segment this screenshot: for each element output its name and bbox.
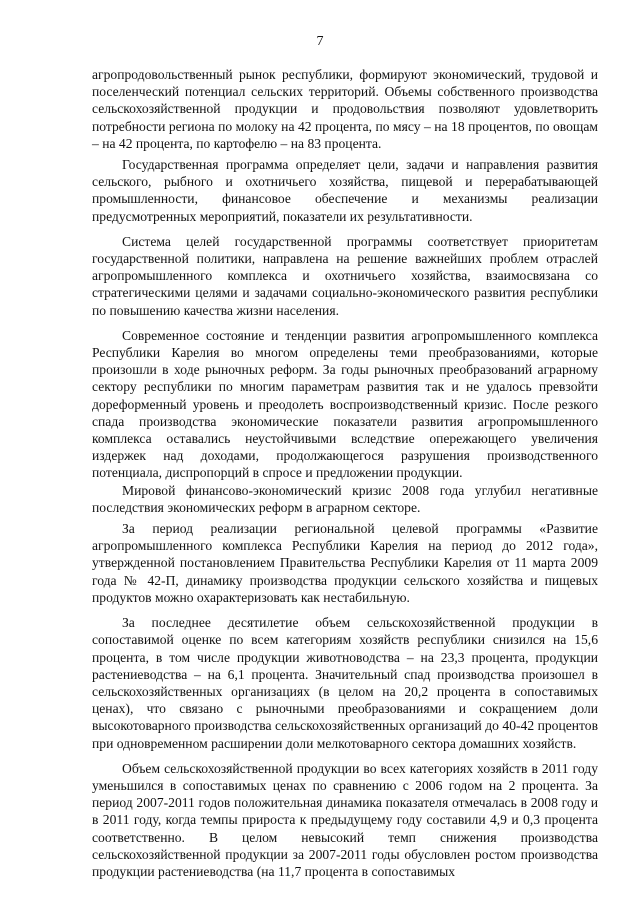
paragraph: Мировой финансово-экономический кризис 2008 года углубил негативные последствия экономических реформ в аграрном секторе.	[92, 482, 598, 515]
document-body	[92, 66, 598, 880]
paragraph: За последнее десятилетие объем сельскохозяйственной продукции в сопоставимой оценке по всем категориям хозяйств республики снизился на 15,6 процента, в том числе продукции животноводства – на 23,3 процента, продукции растениеводства – на 6,1 процента. Значительный спад производства произошел в сельскохозяйственных организациях (в целом на 20,2 процента в сопоставимых ценах), что связано с рыночными преобразованиями и сокращением доли высокотоварного производства сельскохозяйственных организаций до 40-42 процентов при одновременном расширении доли мелкотоварного сектора домашних хозяйств.	[92, 615, 598, 751]
page-number: 7	[316, 34, 324, 49]
paragraph: Объем сельскохозяйственной продукции во всех категориях хозяйств в 2011 году уменьшился в сопоставимых ценах по сравнению с 2006 годом на 2 процента. За период 2007-2011 годов положительная динамика показателя отмечалась в 2008 году и в 2011 году, когда темпы прироста к предыдущему году составили 4,9 и 0,3 процента соответственно. В целом невысокий темп снижения производства сельскохозяйственной продукции за 2007-2011 годы обусловлен ростом производства продукции растениеводства (на 11,7 процента в сопоставимых	[92, 760, 598, 879]
paragraph: Государственная программа определяет цели, задачи и направления развития сельского, рыбного и охотничьего хозяйства, пищевой и перерабатывающей промышленности, финансовое обеспечение и механизмы реализации предусмотренных мероприятий, показатели их результативности.	[92, 157, 598, 224]
paragraph: Система целей государственной программы соответствует приоритетам государственной политики, направлена на решение важнейших проблем отраслей агропромышленного комплекса и охотничьего хозяйства, взаимосвязана со стратегическими целями и задачами социально-экономического развития республики по повышению качества жизни населения.	[92, 233, 598, 318]
paragraph: Современное состояние и тенденции развития агропромышленного комплекса Республики Карелия во многом определены теми преобразованиями, которые произошли в ходе рыночных реформ. За годы рыночных преобразований аграрному сектору республики по многим параметрам развития так и не удалось превзойти дореформенный уровень и преодолеть воспроизводственный кризис. После резкого спада производства экономические показатели развития агропромышленного комплекса оставались неустойчивыми вследствие опережающего увеличения издержек над доходами, продолжающегося разрушения производственного потенциала, диспропорций в спросе и предложении продукции.	[92, 327, 598, 481]
paragraph: За период реализации региональной целевой программы «Развитие агропромышленного комплекса Республики Карелия на период до 2012 года», утвержденной постановлением Правительства Республики Карелия от 11 марта 2009 года № 42-П, динамику производства продукции сельского хозяйства и пищевых продуктов можно охарактеризовать как нестабильную.	[92, 521, 598, 605]
paragraph: агропродовольственный рынок республики, формируют экономический, трудовой и поселенческий потенциал сельских территорий. Объемы собственного производства сельскохозяйственной продукции и продовольствия позволяют удовлетворить потребности региона по молоку на 42 процента, по мясу – на 18 процентов, по овощам – на 42 процента, по картофелю – на 83 процента.	[92, 67, 598, 151]
